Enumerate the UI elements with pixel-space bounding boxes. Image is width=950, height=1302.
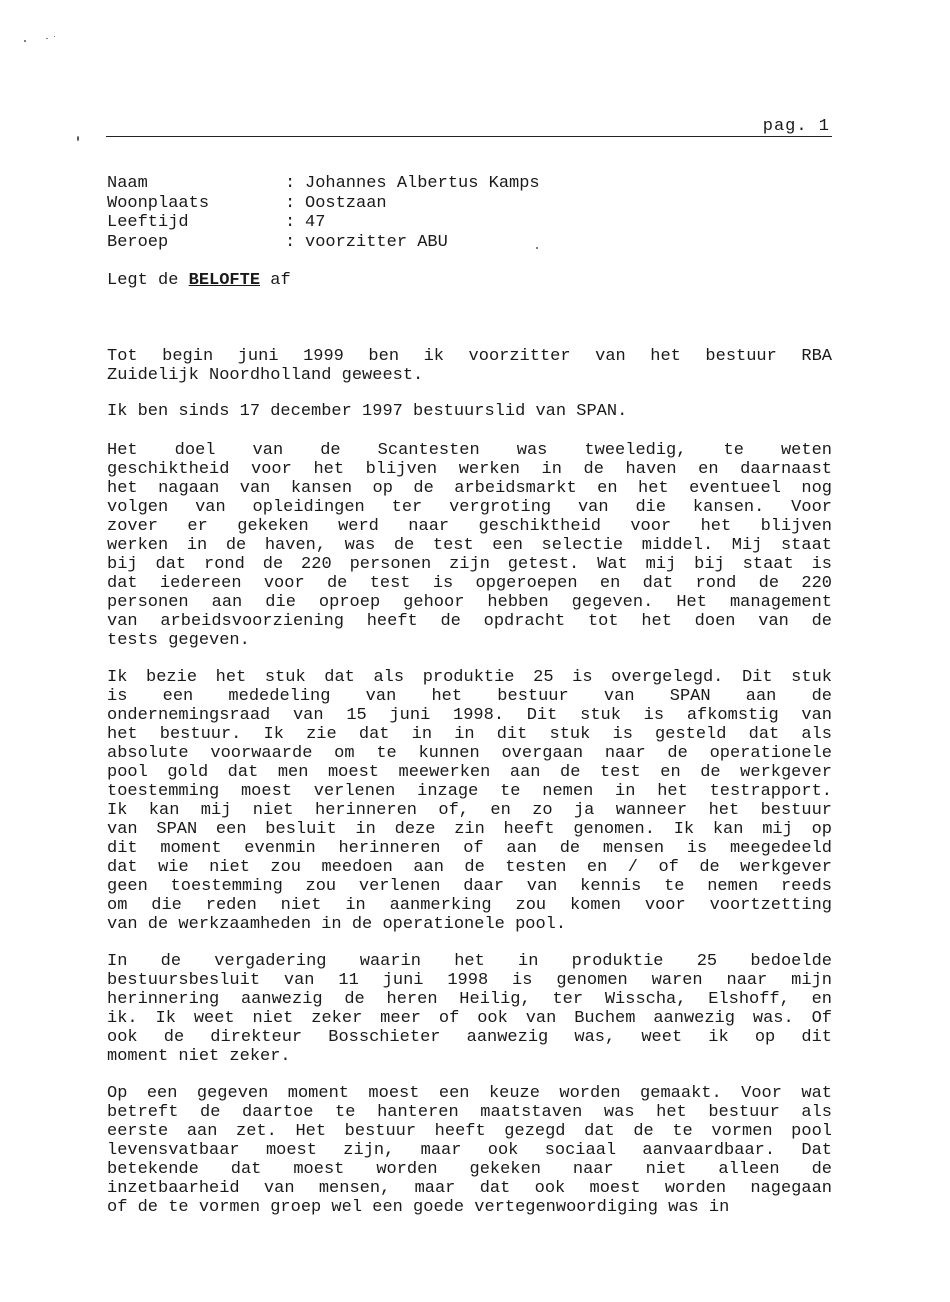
statement-line: werken in de haven, was de test een selectie middel. Mij staat	[107, 536, 832, 555]
page-number: pag. 1	[762, 117, 830, 136]
field-value: voorzitter ABU	[305, 232, 448, 252]
statement-line: Het doel van de Scantesten was tweeledig, te weten	[107, 441, 832, 460]
field-separator: :	[285, 232, 296, 252]
statement-line: pool gold dat men moest meewerken aan de test en de werkgever	[107, 763, 832, 782]
field-value: 47	[305, 213, 326, 232]
statement-line: Ik kan mij niet herinneren of, en zo ja wanneer het bestuur	[107, 801, 832, 820]
statement-line: Zuidelijk Noordholland geweest.	[107, 366, 424, 385]
statement-line: dat iedereen voor de test is opgeroepen en dat rond de 220	[107, 574, 832, 593]
statement-line: of de te vormen groep wel een goede vertegenwoordiging was in	[107, 1198, 730, 1217]
statement-line: herinnering aanwezig de heren Heilig, ter Wisscha, Elshoff, en	[107, 990, 832, 1009]
scan-speck	[54, 36, 55, 37]
field-separator: :	[285, 174, 296, 193]
statement-line: van SPAN een besluit in deze zin heeft genomen. Ik kan mij op	[107, 820, 832, 839]
scan-speck	[46, 38, 48, 39]
field-separator: :	[285, 213, 296, 232]
oath-statement	[107, 271, 291, 290]
field-label: Naam	[107, 174, 148, 193]
field-row-name	[107, 174, 540, 194]
statement-paragraph	[107, 668, 832, 934]
statement-line: het nagaan van kansen op de arbeidsmarkt en het eventueel nog	[107, 479, 832, 498]
scan-speck	[24, 40, 26, 42]
statement-line: geschiktheid voor het blijven werken in de haven en daarnaast	[107, 460, 832, 479]
field-separator: :	[285, 193, 296, 213]
statement-line: ik. Ik weet niet zeker meer of ook van Buchem aanwezig was. Of	[107, 1009, 832, 1028]
statement-line: Ik ben sinds 17 december 1997 bestuurslid van SPAN.	[107, 402, 628, 421]
statement-line: volgen van opleidingen ter vergroting van die kansen. Voor	[107, 498, 832, 517]
statement-line: ondernemingsraad van 15 juni 1998. Dit stuk is afkomstig van	[107, 706, 832, 725]
statement-line: het bestuur. Ik zie dat in in dit stuk is gesteld dat als	[107, 725, 832, 744]
field-label: Leeftijd	[107, 213, 189, 232]
field-label: Woonplaats	[107, 193, 210, 213]
statement-line: van arbeidsvoorziening heeft de opdracht tot het doen van de	[107, 612, 832, 631]
personal-details	[107, 174, 540, 252]
statement-paragraph	[107, 347, 832, 385]
statement-paragraph	[107, 402, 832, 421]
header-rule	[106, 136, 832, 137]
field-row-age	[107, 213, 540, 233]
field-value: Johannes Albertus Kamps	[305, 174, 540, 193]
statement-body	[107, 347, 832, 1217]
statement-line: levensvatbaar moest zijn, maar ook sociaal aanvaardbaar. Dat	[107, 1141, 832, 1160]
statement-line: In de vergadering waarin het in produktie 25 bedoelde	[107, 952, 832, 971]
statement-line: Ik bezie het stuk dat als produktie 25 is overgelegd. Dit stuk	[107, 668, 832, 687]
statement-line: tests gegeven.	[107, 631, 250, 650]
statement-line: om die reden niet in aanmerking zou komen voor voortzetting	[107, 896, 832, 915]
statement-line: bestuursbesluit van 11 juni 1998 is genomen waren naar mijn	[107, 971, 832, 990]
statement-line: absolute voorwaarde om te kunnen overgaan naar de operationele	[107, 744, 832, 763]
scan-speck	[77, 136, 79, 141]
statement-paragraph	[107, 441, 832, 650]
statement-paragraph	[107, 952, 832, 1066]
field-row-occupation	[107, 233, 540, 253]
statement-line: van de werkzaamheden in de operationele pool.	[107, 915, 567, 934]
statement-line: bij dat rond de 220 personen zijn getest. Wat mij bij staat is	[107, 555, 832, 574]
oath-prefix: Legt de	[107, 271, 189, 290]
statement-line: betreft de daartoe te hanteren maatstaven was het bestuur als	[107, 1103, 832, 1122]
field-value: Oostzaan	[305, 193, 387, 213]
statement-line: is een mededeling van het bestuur van SPAN aan de	[107, 687, 832, 706]
statement-line: zover er gekeken werd naar geschiktheid voor het blijven	[107, 517, 832, 536]
statement-paragraph	[107, 1084, 832, 1217]
statement-line: geen toestemming zou verlenen daar van kennis te nemen reeds	[107, 877, 832, 896]
statement-line: ook de direkteur Bosschieter aanwezig was, weet ik op dit	[107, 1028, 832, 1047]
statement-line: dit moment evenmin herinneren of aan de mensen is meegedeeld	[107, 839, 832, 858]
oath-keyword: BELOFTE	[188, 271, 261, 290]
statement-line: betekende dat moest worden gekeken naar niet alleen de	[107, 1160, 832, 1179]
statement-line: Op een gegeven moment moest een keuze worden gemaakt. Voor wat	[107, 1084, 832, 1103]
statement-line: personen aan die oproep gehoor hebben gegeven. Het management	[107, 593, 832, 612]
statement-line: dat wie niet zou meedoen aan de testen en / of de werkgever	[107, 858, 832, 877]
statement-line: moment niet zeker.	[107, 1047, 291, 1066]
statement-line: toestemming moest verlenen inzage te nemen in het testrapport.	[107, 782, 832, 801]
statement-line: inzetbaarheid van mensen, maar dat ook moest worden nagegaan	[107, 1179, 832, 1198]
statement-line: eerste aan zet. Het bestuur heeft gezegd dat de te vormen pool	[107, 1122, 832, 1141]
statement-line: Tot begin juni 1999 ben ik voorzitter van het bestuur RBA	[107, 347, 832, 366]
field-label: Beroep	[107, 232, 169, 252]
field-row-residence	[107, 194, 540, 214]
oath-suffix: af	[260, 271, 291, 290]
